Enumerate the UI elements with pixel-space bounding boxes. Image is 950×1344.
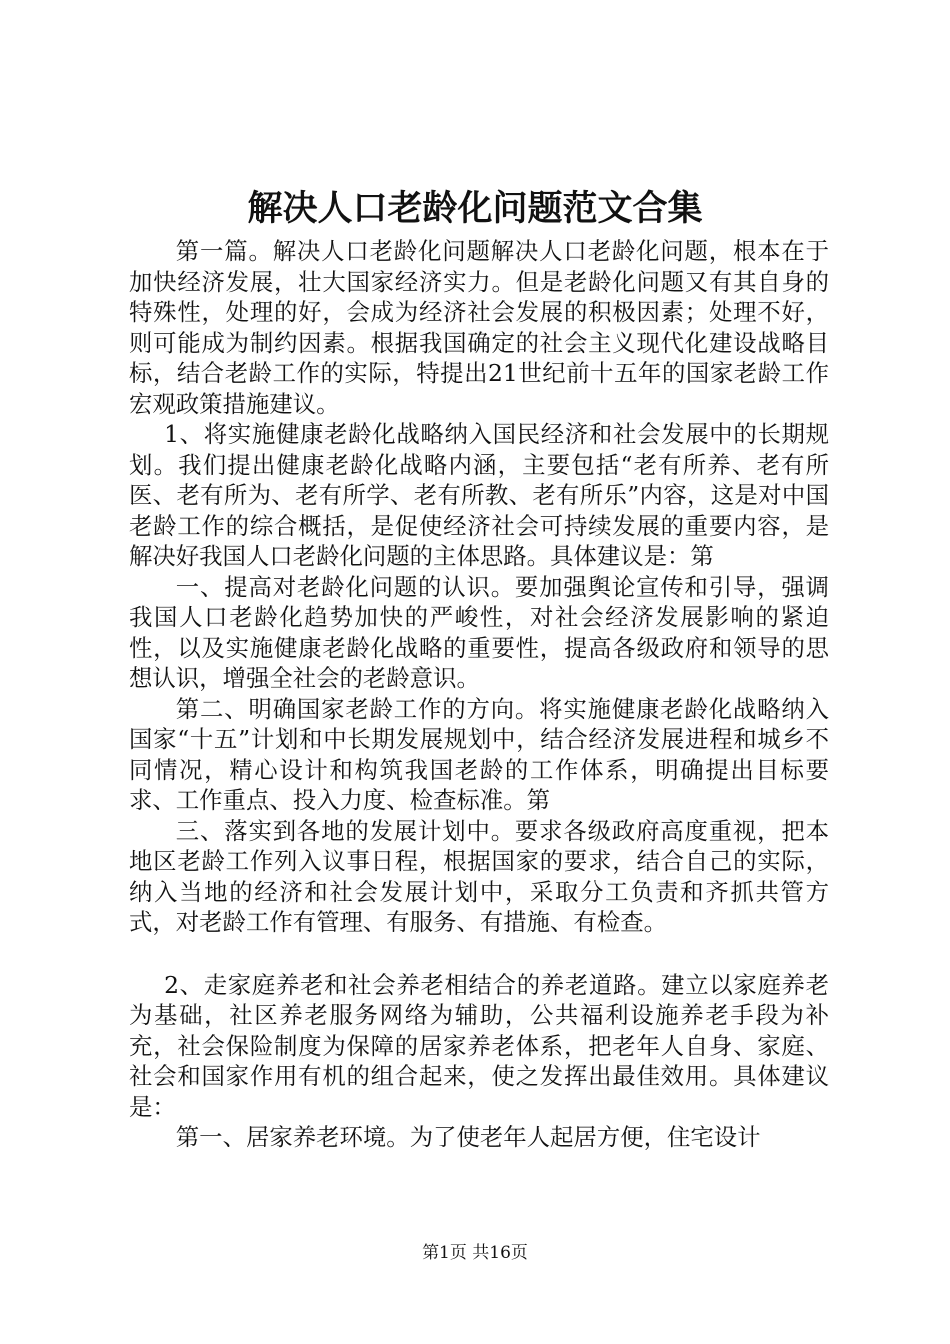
paragraph-2: 1、将实施健康老龄化战略纳入国民经济和社会发展中的长期规划。我们提出健康老龄化战略内涵，主要包括“老有所养、老有所医、老有所为、老有所学、老有所教、老有所乐”内容，这是对中国老龄工作的综合概括，是促使经济社会可持续发展的重要内容，是解决好我国人口老龄化问题的主体思路。具体建议是：第 — [129, 420, 829, 570]
document-title: 解决人口老龄化问题范文合集 — [247, 188, 703, 229]
paragraph-1: 第一篇。解决人口老龄化问题解决人口老龄化问题，根本在于加快经济发展，壮大国家经济实力。但是老龄化问题又有其自身的特殊性，处理的好，会成为经济社会发展的积极因素；处理不好，则可能成为制约因素。根据我国确定的社会主义现代化建设战略目标，结合老龄工作的实际，特提出21世纪前十五年的国家老龄工作宏观政策措施建议。 — [129, 237, 829, 418]
paragraph-4: 第二、明确国家老龄工作的方向。将实施健康老龄化战略纳入国家“十五”计划和中长期发展规划中，结合经济发展进程和城乡不同情况，精心设计和构筑我国老龄的工作体系，明确提出目标要求、工作重点、投入力度、检查标准。第 — [129, 694, 829, 814]
paragraph-7: 第一、居家养老环境。为了使老年人起居方便，住宅设计 — [175, 1123, 761, 1151]
paragraph-gap — [129, 938, 829, 970]
paragraph-6: 2、走家庭养老和社会养老相结合的养老道路。建立以家庭养老为基础，社区养老服务网络为辅助，公共福利设施养老手段为补充，社会保险制度为保障的居家养老体系，把老年人自身、家庭、社会和国家作用有机的组合起来，使之发挥出最佳效用。具体建议是： — [129, 970, 829, 1121]
paragraph-3: 一、提高对老龄化问题的认识。要加强舆论宣传和引导，强调我国人口老龄化趋势加快的严峻性，对社会经济发展影响的紧迫性，以及实施健康老龄化战略的重要性，提高各级政府和领导的思想认识，增强全社会的老龄意识。 — [129, 572, 829, 692]
page-footer: 第1页 共16页 — [422, 1243, 528, 1263]
document-body — [129, 236, 829, 1153]
paragraph-5: 三、落实到各地的发展计划中。要求各级政府高度重视，把本地区老龄工作列入议事日程，根据国家的要求，结合自己的实际，纳入当地的经济和社会发展计划中，采取分工负责和齐抓共管方式，对老龄工作有管理、有服务、有措施、有检查。 — [129, 816, 829, 936]
